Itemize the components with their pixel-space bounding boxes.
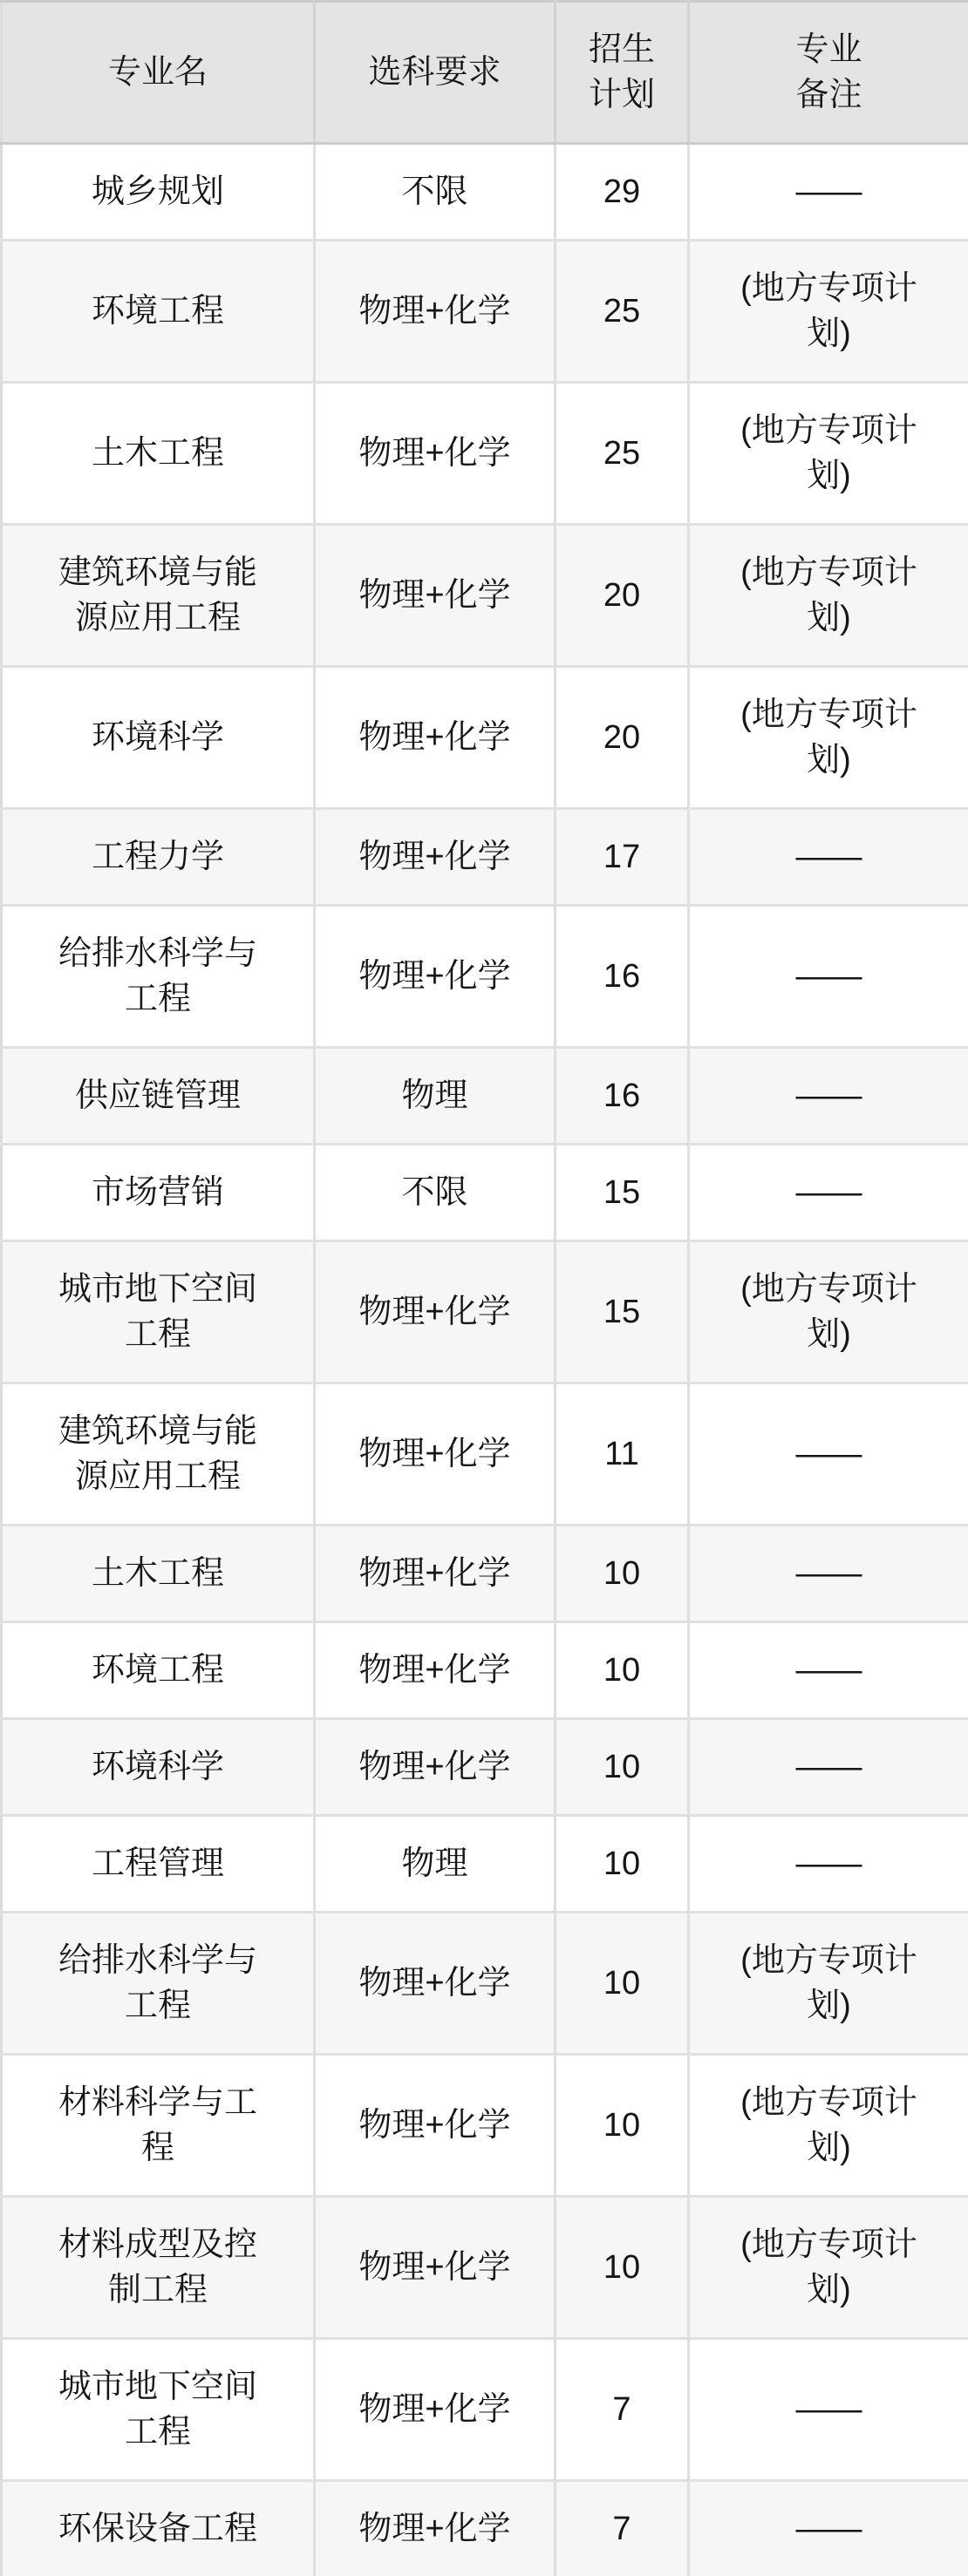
note-cell: (地方专项计划) bbox=[689, 667, 968, 809]
major-cell: 建筑环境与能源应用工程 bbox=[2, 525, 315, 667]
plan-cell: 10 bbox=[556, 2197, 689, 2339]
note-cell: —— bbox=[689, 1816, 968, 1913]
table-row bbox=[2, 383, 968, 525]
plan-cell: 20 bbox=[556, 525, 689, 667]
plan-cell: 25 bbox=[556, 383, 689, 525]
note-cell: —— bbox=[689, 1383, 968, 1526]
table-header bbox=[2, 2, 968, 144]
major-cell: 市场营销 bbox=[2, 1145, 315, 1241]
col-header-note-label-line2: 备注 bbox=[727, 72, 931, 118]
plan-cell: 25 bbox=[556, 241, 689, 383]
col-header-major-label: 专业名 bbox=[50, 50, 266, 95]
table-body bbox=[2, 144, 968, 2576]
major-cell: 城市地下空间工程 bbox=[2, 2339, 315, 2481]
subjects-cell: 物理+化学 bbox=[315, 1622, 556, 1719]
plan-cell: 16 bbox=[556, 1048, 689, 1145]
subjects-cell: 物理 bbox=[315, 1816, 556, 1913]
plan-cell: 7 bbox=[556, 2481, 689, 2576]
plan-cell: 10 bbox=[556, 1913, 689, 2055]
plan-cell: 15 bbox=[556, 1241, 689, 1383]
major-cell: 工程管理 bbox=[2, 1816, 315, 1913]
table-row bbox=[2, 1622, 968, 1719]
major-cell: 环境工程 bbox=[2, 1622, 315, 1719]
major-cell: 环境工程 bbox=[2, 241, 315, 383]
major-cell: 土木工程 bbox=[2, 383, 315, 525]
note-cell: (地方专项计划) bbox=[689, 1913, 968, 2055]
note-cell: —— bbox=[689, 1145, 968, 1241]
plan-cell: 15 bbox=[556, 1145, 689, 1241]
col-header-plan-label-line2: 计划 bbox=[567, 72, 677, 118]
col-header-major bbox=[2, 2, 315, 144]
plan-cell: 7 bbox=[556, 2339, 689, 2481]
table-row bbox=[2, 2481, 968, 2576]
table-row bbox=[2, 1913, 968, 2055]
table-row bbox=[2, 144, 968, 241]
major-cell: 环境科学 bbox=[2, 1719, 315, 1816]
major-cell: 城乡规划 bbox=[2, 144, 315, 241]
table-row bbox=[2, 2339, 968, 2481]
subjects-cell: 物理+化学 bbox=[315, 2481, 556, 2576]
plan-cell: 10 bbox=[556, 1622, 689, 1719]
col-header-subjects bbox=[315, 2, 556, 144]
subjects-cell: 物理+化学 bbox=[315, 1241, 556, 1383]
subjects-cell: 物理+化学 bbox=[315, 2339, 556, 2481]
plan-cell: 20 bbox=[556, 667, 689, 809]
note-cell: —— bbox=[689, 1048, 968, 1145]
table-row bbox=[2, 1145, 968, 1241]
plan-cell: 10 bbox=[556, 1719, 689, 1816]
subjects-cell: 物理 bbox=[315, 1048, 556, 1145]
note-cell: (地方专项计划) bbox=[689, 525, 968, 667]
note-cell: —— bbox=[689, 2339, 968, 2481]
plan-cell: 17 bbox=[556, 809, 689, 906]
note-cell: (地方专项计划) bbox=[689, 2055, 968, 2197]
major-cell: 给排水科学与工程 bbox=[2, 906, 315, 1048]
note-cell: —— bbox=[689, 1719, 968, 1816]
table-row bbox=[2, 525, 968, 667]
header-row bbox=[2, 2, 968, 144]
subjects-cell: 不限 bbox=[315, 1145, 556, 1241]
subjects-cell: 物理+化学 bbox=[315, 2055, 556, 2197]
plan-cell: 10 bbox=[556, 1526, 689, 1622]
major-cell: 城市地下空间工程 bbox=[2, 1241, 315, 1383]
note-cell: (地方专项计划) bbox=[689, 383, 968, 525]
table-row bbox=[2, 667, 968, 809]
major-cell: 环保设备工程 bbox=[2, 2481, 315, 2576]
table-row bbox=[2, 1526, 968, 1622]
subjects-cell: 物理+化学 bbox=[315, 241, 556, 383]
table-row bbox=[2, 1816, 968, 1913]
major-cell: 工程力学 bbox=[2, 809, 315, 906]
subjects-cell: 物理+化学 bbox=[315, 906, 556, 1048]
subjects-cell: 物理+化学 bbox=[315, 383, 556, 525]
col-header-plan-label-line1: 招生 bbox=[567, 27, 677, 72]
subjects-cell: 物理+化学 bbox=[315, 1719, 556, 1816]
plan-cell: 29 bbox=[556, 144, 689, 241]
note-cell: —— bbox=[689, 809, 968, 906]
col-header-plan bbox=[556, 2, 689, 144]
note-cell: —— bbox=[689, 1526, 968, 1622]
col-header-subjects-label: 选科要求 bbox=[337, 50, 533, 95]
plan-cell: 16 bbox=[556, 906, 689, 1048]
subjects-cell: 物理+化学 bbox=[315, 1913, 556, 2055]
subjects-cell: 物理+化学 bbox=[315, 525, 556, 667]
note-cell: —— bbox=[689, 2481, 968, 2576]
note-cell: —— bbox=[689, 1622, 968, 1719]
table-row bbox=[2, 1719, 968, 1816]
note-cell: (地方专项计划) bbox=[689, 1241, 968, 1383]
table-row bbox=[2, 906, 968, 1048]
plan-cell: 10 bbox=[556, 2055, 689, 2197]
table-row bbox=[2, 2197, 968, 2339]
col-header-note bbox=[689, 2, 968, 144]
note-cell: —— bbox=[689, 144, 968, 241]
subjects-cell: 物理+化学 bbox=[315, 1383, 556, 1526]
table-row bbox=[2, 1048, 968, 1145]
note-cell: (地方专项计划) bbox=[689, 2197, 968, 2339]
table-row bbox=[2, 241, 968, 383]
major-cell: 供应链管理 bbox=[2, 1048, 315, 1145]
major-cell: 材料成型及控制工程 bbox=[2, 2197, 315, 2339]
plan-cell: 10 bbox=[556, 1816, 689, 1913]
major-cell: 材料科学与工程 bbox=[2, 2055, 315, 2197]
subjects-cell: 物理+化学 bbox=[315, 809, 556, 906]
table-row bbox=[2, 2055, 968, 2197]
subjects-cell: 物理+化学 bbox=[315, 667, 556, 809]
major-cell: 给排水科学与工程 bbox=[2, 1913, 315, 2055]
table-row bbox=[2, 1241, 968, 1383]
subjects-cell: 物理+化学 bbox=[315, 2197, 556, 2339]
note-cell: —— bbox=[689, 906, 968, 1048]
subjects-cell: 物理+化学 bbox=[315, 1526, 556, 1622]
table-row bbox=[2, 1383, 968, 1526]
plan-cell: 11 bbox=[556, 1383, 689, 1526]
major-cell: 建筑环境与能源应用工程 bbox=[2, 1383, 315, 1526]
col-header-note-label-line1: 专业 bbox=[727, 27, 931, 72]
major-cell: 土木工程 bbox=[2, 1526, 315, 1622]
major-cell: 环境科学 bbox=[2, 667, 315, 809]
note-cell: (地方专项计划) bbox=[689, 241, 968, 383]
table-row bbox=[2, 809, 968, 906]
subjects-cell: 不限 bbox=[315, 144, 556, 241]
